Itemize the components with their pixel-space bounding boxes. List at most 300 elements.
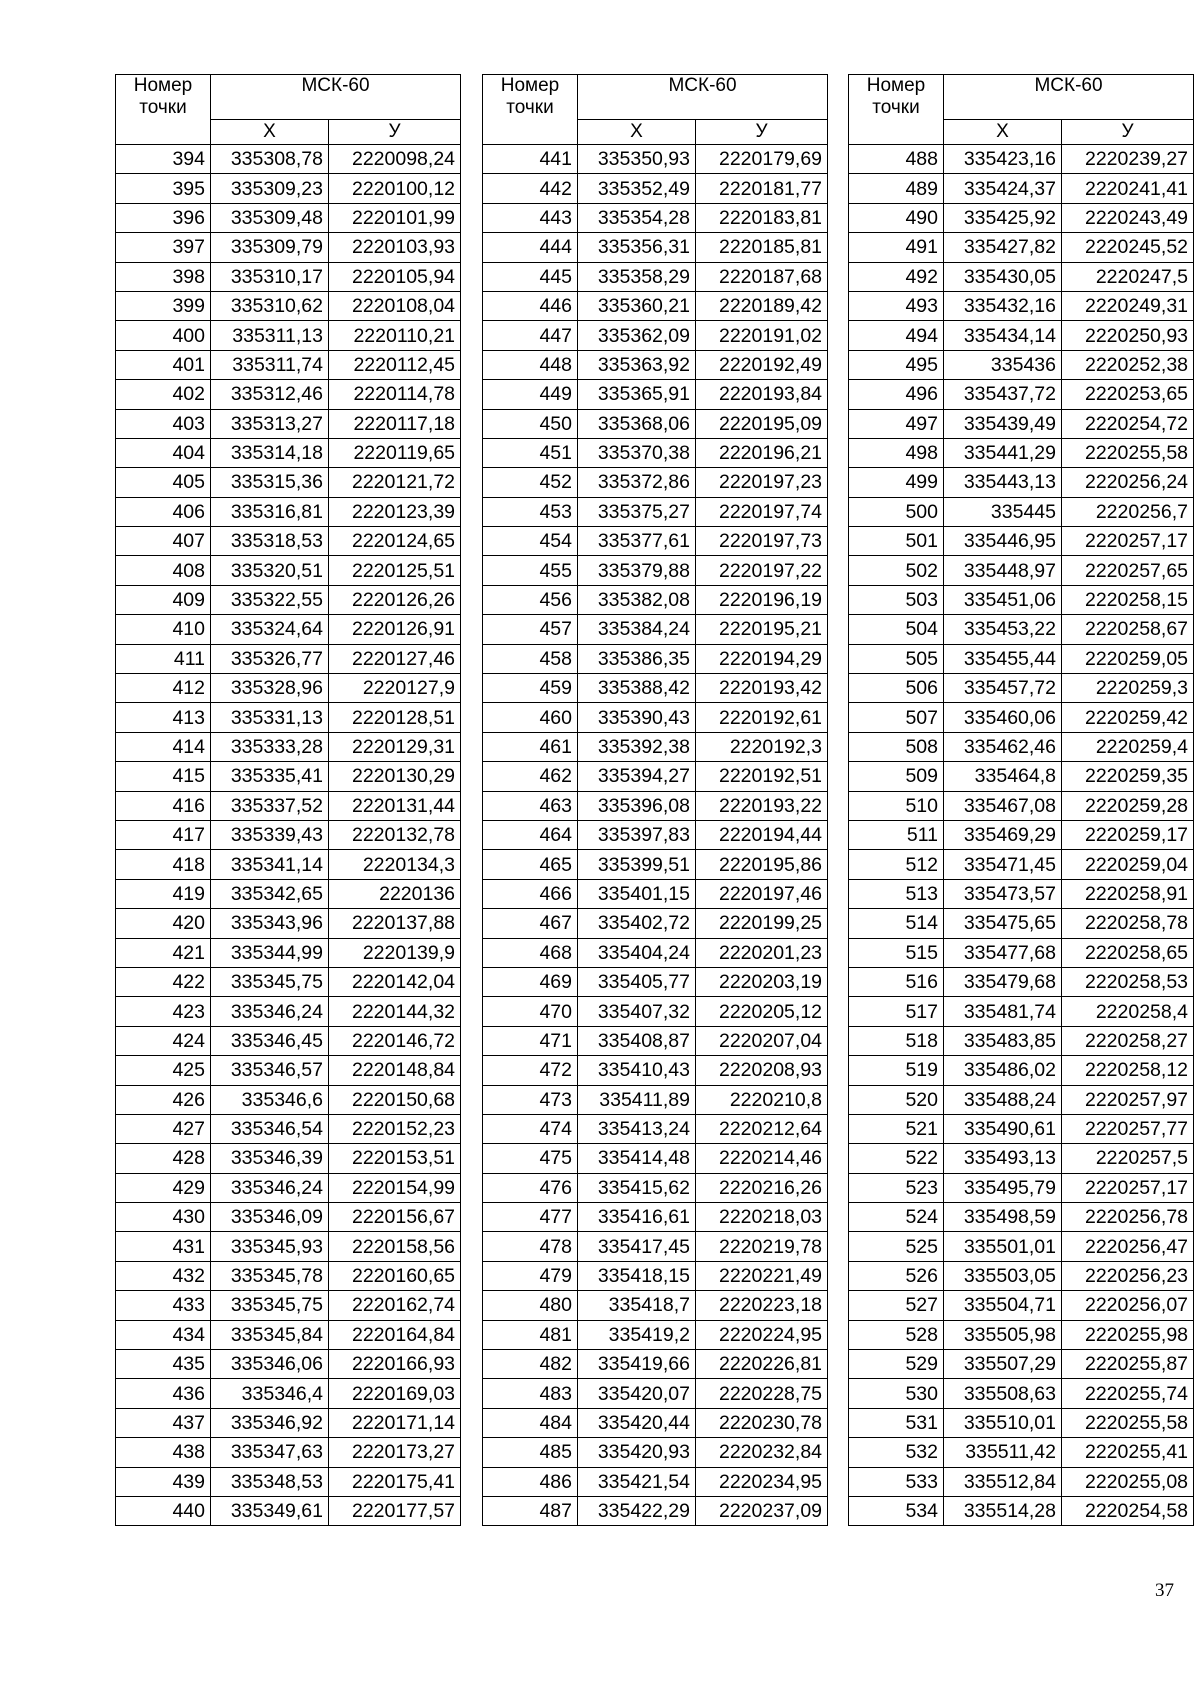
y-coordinate-cell: 2220258,78 [1062, 909, 1194, 938]
point-number-cell: 520 [849, 1085, 944, 1114]
point-number-cell: 496 [849, 380, 944, 409]
x-coordinate-cell: 335508,63 [944, 1379, 1062, 1408]
y-coordinate-cell: 2220164,84 [329, 1320, 461, 1349]
x-coordinate-cell: 335384,24 [578, 615, 696, 644]
x-coordinate-cell: 335419,2 [578, 1320, 696, 1349]
x-coordinate-cell: 335467,08 [944, 791, 1062, 820]
x-coordinate-cell: 335425,92 [944, 203, 1062, 232]
table-row [483, 615, 828, 644]
table-row [116, 350, 461, 379]
table-row [483, 145, 828, 174]
y-coordinate-cell: 2220257,65 [1062, 556, 1194, 585]
x-coordinate-cell: 335423,16 [944, 145, 1062, 174]
y-coordinate-cell: 2220162,74 [329, 1291, 461, 1320]
y-coordinate-cell: 2220258,27 [1062, 1026, 1194, 1055]
y-coordinate-cell: 2220160,65 [329, 1261, 461, 1290]
point-number-cell: 425 [116, 1056, 211, 1085]
y-coordinate-cell: 2220257,17 [1062, 1173, 1194, 1202]
point-number-cell: 481 [483, 1320, 578, 1349]
x-coordinate-cell: 335314,18 [211, 438, 329, 467]
point-number-cell: 524 [849, 1203, 944, 1232]
table-row [116, 380, 461, 409]
table-row [483, 850, 828, 879]
x-coordinate-cell: 335410,43 [578, 1056, 696, 1085]
point-number-cell: 439 [116, 1467, 211, 1496]
x-coordinate-cell: 335488,24 [944, 1085, 1062, 1114]
point-number-cell: 523 [849, 1173, 944, 1202]
table-row [116, 909, 461, 938]
x-coordinate-cell: 335377,61 [578, 527, 696, 556]
x-coordinate-cell: 335418,15 [578, 1261, 696, 1290]
table-row [849, 468, 1194, 497]
y-coordinate-cell: 2220228,75 [696, 1379, 828, 1408]
table-row [483, 967, 828, 996]
table-row [849, 703, 1194, 732]
y-coordinate-cell: 2220196,21 [696, 438, 828, 467]
y-coordinate-cell: 2220189,42 [696, 291, 828, 320]
y-coordinate-cell: 2220197,73 [696, 527, 828, 556]
x-coordinate-cell: 335443,13 [944, 468, 1062, 497]
table-row [849, 1203, 1194, 1232]
x-coordinate-cell: 335311,74 [211, 350, 329, 379]
point-number-cell: 512 [849, 850, 944, 879]
table-row [849, 174, 1194, 203]
table-row [483, 732, 828, 761]
table-row [483, 1467, 828, 1496]
table-row [116, 1114, 461, 1143]
table-row [849, 879, 1194, 908]
point-number-cell: 470 [483, 997, 578, 1026]
table-row [116, 145, 461, 174]
table-row [116, 585, 461, 614]
table-row [116, 938, 461, 967]
table-row [849, 497, 1194, 526]
y-coordinate-cell: 2220126,26 [329, 585, 461, 614]
point-number-cell: 440 [116, 1496, 211, 1525]
y-coordinate-cell: 2220131,44 [329, 791, 461, 820]
y-coordinate-cell: 2220241,41 [1062, 174, 1194, 203]
point-number-cell: 455 [483, 556, 578, 585]
x-coordinate-cell: 335503,05 [944, 1261, 1062, 1290]
y-coordinate-cell: 2220137,88 [329, 909, 461, 938]
point-number-cell: 484 [483, 1408, 578, 1437]
y-coordinate-cell: 2220259,28 [1062, 791, 1194, 820]
y-coordinate-cell: 2220259,05 [1062, 644, 1194, 673]
y-coordinate-cell: 2220203,19 [696, 967, 828, 996]
point-number-cell: 459 [483, 674, 578, 703]
y-coordinate-cell: 2220253,65 [1062, 380, 1194, 409]
point-number-cell: 438 [116, 1438, 211, 1467]
x-coordinate-cell: 335345,84 [211, 1320, 329, 1349]
point-number-cell: 530 [849, 1379, 944, 1408]
point-number-cell: 401 [116, 350, 211, 379]
y-coordinate-cell: 2220129,31 [329, 732, 461, 761]
table-row [116, 1379, 461, 1408]
table-row [116, 674, 461, 703]
point-number-cell: 436 [116, 1379, 211, 1408]
point-number-cell: 397 [116, 233, 211, 262]
table-row [483, 350, 828, 379]
x-coordinate-cell: 335365,91 [578, 380, 696, 409]
x-coordinate-cell: 335375,27 [578, 497, 696, 526]
table-row [849, 409, 1194, 438]
x-coordinate-cell: 335346,24 [211, 1173, 329, 1202]
y-coordinate-cell: 2220255,98 [1062, 1320, 1194, 1349]
y-coordinate-cell: 2220194,44 [696, 820, 828, 849]
point-number-cell: 434 [116, 1320, 211, 1349]
y-coordinate-cell: 2220110,21 [329, 321, 461, 350]
x-coordinate-cell: 335342,65 [211, 879, 329, 908]
table-row [483, 497, 828, 526]
x-coordinate-cell: 335486,02 [944, 1056, 1062, 1085]
point-number-cell: 493 [849, 291, 944, 320]
x-coordinate-cell: 335437,72 [944, 380, 1062, 409]
point-number-cell: 476 [483, 1173, 578, 1202]
x-coordinate-cell: 335322,55 [211, 585, 329, 614]
x-coordinate-cell: 335490,61 [944, 1114, 1062, 1143]
x-coordinate-cell: 335514,28 [944, 1496, 1062, 1525]
x-coordinate-cell: 335427,82 [944, 233, 1062, 262]
table-row [116, 438, 461, 467]
x-coordinate-cell: 335455,44 [944, 644, 1062, 673]
table-row [116, 556, 461, 585]
point-number-cell: 494 [849, 321, 944, 350]
x-coordinate-cell: 335379,88 [578, 556, 696, 585]
x-coordinate-cell: 335402,72 [578, 909, 696, 938]
x-coordinate-cell: 335311,13 [211, 321, 329, 350]
x-coordinate-cell: 335495,79 [944, 1173, 1062, 1202]
point-number-cell: 433 [116, 1291, 211, 1320]
x-coordinate-cell: 335469,29 [944, 820, 1062, 849]
table-row [849, 1350, 1194, 1379]
x-coordinate-cell: 335507,29 [944, 1350, 1062, 1379]
y-coordinate-cell: 2220119,65 [329, 438, 461, 467]
table-row [116, 1467, 461, 1496]
table-row [116, 703, 461, 732]
x-coordinate-cell: 335346,06 [211, 1350, 329, 1379]
table-row [116, 1408, 461, 1437]
table-row [116, 1232, 461, 1261]
x-coordinate-cell: 335352,49 [578, 174, 696, 203]
point-number-cell: 479 [483, 1261, 578, 1290]
point-number-cell: 500 [849, 497, 944, 526]
table-row [849, 291, 1194, 320]
y-coordinate-cell: 2220259,4 [1062, 732, 1194, 761]
y-coordinate-cell: 2220196,19 [696, 585, 828, 614]
y-coordinate-cell: 2220207,04 [696, 1026, 828, 1055]
table-row [483, 203, 828, 232]
x-coordinate-cell: 335462,46 [944, 732, 1062, 761]
table-row [849, 909, 1194, 938]
point-number-cell: 408 [116, 556, 211, 585]
table-row [849, 1496, 1194, 1525]
point-number-cell: 534 [849, 1496, 944, 1525]
table-row [116, 1026, 461, 1055]
point-number-cell: 468 [483, 938, 578, 967]
y-coordinate-cell: 2220197,23 [696, 468, 828, 497]
point-number-cell: 428 [116, 1144, 211, 1173]
y-coordinate-cell: 2220214,46 [696, 1144, 828, 1173]
coordinates-table-3 [848, 74, 1194, 1526]
y-coordinate-cell: 2220210,8 [696, 1085, 828, 1114]
y-coordinate-cell: 2220173,27 [329, 1438, 461, 1467]
y-coordinate-cell: 2220187,68 [696, 262, 828, 291]
x-coordinate-cell: 335501,01 [944, 1232, 1062, 1261]
x-coordinate-cell: 335477,68 [944, 938, 1062, 967]
coordinate-system-header: МСК-60 [944, 75, 1194, 120]
y-coordinate-cell: 2220232,84 [696, 1438, 828, 1467]
table-row [849, 1408, 1194, 1437]
x-coordinate-cell: 335339,43 [211, 820, 329, 849]
x-coordinate-cell: 335451,06 [944, 585, 1062, 614]
y-coordinate-cell: 2220254,58 [1062, 1496, 1194, 1525]
point-number-cell: 447 [483, 321, 578, 350]
point-number-cell: 396 [116, 203, 211, 232]
y-coordinate-cell: 2220193,84 [696, 380, 828, 409]
y-coordinate-cell: 2220185,81 [696, 233, 828, 262]
x-coordinate-cell: 335346,57 [211, 1056, 329, 1085]
point-number-header: Номер точки [483, 75, 578, 145]
point-number-cell: 460 [483, 703, 578, 732]
y-coordinate-cell: 2220197,46 [696, 879, 828, 908]
x-coordinate-cell: 335346,09 [211, 1203, 329, 1232]
table-row [116, 1320, 461, 1349]
y-coordinate-cell: 2220195,09 [696, 409, 828, 438]
y-coordinate-cell: 2220148,84 [329, 1056, 461, 1085]
x-coordinate-cell: 335324,64 [211, 615, 329, 644]
point-number-cell: 449 [483, 380, 578, 409]
point-number-cell: 483 [483, 1379, 578, 1408]
y-coordinate-cell: 2220256,23 [1062, 1261, 1194, 1290]
table-row [483, 1496, 828, 1525]
table-row [116, 233, 461, 262]
point-number-cell: 416 [116, 791, 211, 820]
y-coordinate-cell: 2220105,94 [329, 262, 461, 291]
point-number-cell: 450 [483, 409, 578, 438]
table-row [483, 938, 828, 967]
x-coordinate-cell: 335424,37 [944, 174, 1062, 203]
point-number-cell: 472 [483, 1056, 578, 1085]
point-number-cell: 527 [849, 1291, 944, 1320]
y-coordinate-cell: 2220197,22 [696, 556, 828, 585]
table-row [116, 1438, 461, 1467]
point-number-cell: 515 [849, 938, 944, 967]
point-number-cell: 412 [116, 674, 211, 703]
point-number-cell: 463 [483, 791, 578, 820]
table-row [116, 409, 461, 438]
x-coordinate-cell: 335331,13 [211, 703, 329, 732]
table-row [483, 233, 828, 262]
point-number-cell: 431 [116, 1232, 211, 1261]
point-number-cell: 526 [849, 1261, 944, 1290]
point-number-cell: 517 [849, 997, 944, 1026]
point-number-cell: 413 [116, 703, 211, 732]
y-coordinate-cell: 2220197,74 [696, 497, 828, 526]
point-number-cell: 471 [483, 1026, 578, 1055]
x-coordinate-cell: 335446,95 [944, 527, 1062, 556]
y-coordinate-cell: 2220175,41 [329, 1467, 461, 1496]
y-coordinate-cell: 2220153,51 [329, 1144, 461, 1173]
table-row [116, 1173, 461, 1202]
point-number-cell: 456 [483, 585, 578, 614]
point-number-cell: 490 [849, 203, 944, 232]
x-coordinate-cell: 335504,71 [944, 1291, 1062, 1320]
point-number-cell: 448 [483, 350, 578, 379]
x-coordinate-cell: 335333,28 [211, 732, 329, 761]
table-row [849, 674, 1194, 703]
x-coordinate-cell: 335326,77 [211, 644, 329, 673]
point-number-cell: 489 [849, 174, 944, 203]
y-header: У [1062, 120, 1194, 145]
x-coordinate-cell: 335414,48 [578, 1144, 696, 1173]
x-coordinate-cell: 335439,49 [944, 409, 1062, 438]
y-coordinate-cell: 2220255,74 [1062, 1379, 1194, 1408]
table-row [849, 262, 1194, 291]
y-coordinate-cell: 2220219,78 [696, 1232, 828, 1261]
point-number-cell: 435 [116, 1350, 211, 1379]
x-coordinate-cell: 335309,79 [211, 233, 329, 262]
point-number-cell: 461 [483, 732, 578, 761]
x-coordinate-cell: 335473,57 [944, 879, 1062, 908]
x-coordinate-cell: 335309,48 [211, 203, 329, 232]
point-number-cell: 442 [483, 174, 578, 203]
y-coordinate-cell: 2220257,5 [1062, 1144, 1194, 1173]
table-row [116, 1203, 461, 1232]
table-row [116, 497, 461, 526]
point-number-header: Номер точки [849, 75, 944, 145]
y-coordinate-cell: 2220142,04 [329, 967, 461, 996]
y-coordinate-cell: 2220101,99 [329, 203, 461, 232]
y-coordinate-cell: 2220245,52 [1062, 233, 1194, 262]
coordinates-table-2 [482, 74, 828, 1526]
point-number-cell: 403 [116, 409, 211, 438]
point-number-cell: 474 [483, 1114, 578, 1143]
x-coordinate-cell: 335512,84 [944, 1467, 1062, 1496]
y-coordinate-cell: 2220226,81 [696, 1350, 828, 1379]
y-coordinate-cell: 2220183,81 [696, 203, 828, 232]
x-coordinate-cell: 335349,61 [211, 1496, 329, 1525]
x-coordinate-cell: 335436 [944, 350, 1062, 379]
y-coordinate-cell: 2220194,29 [696, 644, 828, 673]
y-coordinate-cell: 2220218,03 [696, 1203, 828, 1232]
point-number-cell: 482 [483, 1350, 578, 1379]
table-row [116, 820, 461, 849]
table-row [849, 1056, 1194, 1085]
point-number-cell: 521 [849, 1114, 944, 1143]
y-coordinate-cell: 2220223,18 [696, 1291, 828, 1320]
x-coordinate-cell: 335399,51 [578, 850, 696, 879]
x-coordinate-cell: 335345,75 [211, 967, 329, 996]
point-number-cell: 516 [849, 967, 944, 996]
table-row [849, 1320, 1194, 1349]
coordinates-table-1 [115, 74, 461, 1526]
table-row [483, 1232, 828, 1261]
y-coordinate-cell: 2220139,9 [329, 938, 461, 967]
table-row [116, 732, 461, 761]
x-coordinate-cell: 335460,06 [944, 703, 1062, 732]
table-row [116, 879, 461, 908]
y-coordinate-cell: 2220192,61 [696, 703, 828, 732]
x-coordinate-cell: 335413,24 [578, 1114, 696, 1143]
x-coordinate-cell: 335498,59 [944, 1203, 1062, 1232]
y-coordinate-cell: 2220117,18 [329, 409, 461, 438]
table-row [849, 1114, 1194, 1143]
table-row [483, 1320, 828, 1349]
x-coordinate-cell: 335346,6 [211, 1085, 329, 1114]
table-row [116, 1261, 461, 1290]
y-coordinate-cell: 2220258,91 [1062, 879, 1194, 908]
table-row [849, 1379, 1194, 1408]
point-number-cell: 452 [483, 468, 578, 497]
x-coordinate-cell: 335356,31 [578, 233, 696, 262]
point-number-cell: 410 [116, 615, 211, 644]
point-number-cell: 502 [849, 556, 944, 585]
y-coordinate-cell: 2220192,49 [696, 350, 828, 379]
y-coordinate-cell: 2220256,07 [1062, 1291, 1194, 1320]
point-number-cell: 467 [483, 909, 578, 938]
y-coordinate-cell: 2220125,51 [329, 556, 461, 585]
x-coordinate-cell: 335341,14 [211, 850, 329, 879]
x-coordinate-cell: 335404,24 [578, 938, 696, 967]
table-row [116, 203, 461, 232]
x-coordinate-cell: 335419,66 [578, 1350, 696, 1379]
table-row [483, 1144, 828, 1173]
x-coordinate-cell: 335420,44 [578, 1408, 696, 1437]
point-number-cell: 486 [483, 1467, 578, 1496]
point-number-cell: 504 [849, 615, 944, 644]
point-number-cell: 426 [116, 1085, 211, 1114]
point-number-cell: 509 [849, 762, 944, 791]
point-number-cell: 466 [483, 879, 578, 908]
table-body [849, 145, 1194, 1526]
x-coordinate-cell: 335328,96 [211, 674, 329, 703]
y-coordinate-cell: 2220247,5 [1062, 262, 1194, 291]
table-row [483, 1056, 828, 1085]
x-coordinate-cell: 335401,15 [578, 879, 696, 908]
x-coordinate-cell: 335348,53 [211, 1467, 329, 1496]
x-coordinate-cell: 335422,29 [578, 1496, 696, 1525]
y-coordinate-cell: 2220146,72 [329, 1026, 461, 1055]
x-coordinate-cell: 335397,83 [578, 820, 696, 849]
table-row [849, 350, 1194, 379]
table-row [849, 820, 1194, 849]
table-row [483, 409, 828, 438]
table-row [483, 527, 828, 556]
point-number-cell: 507 [849, 703, 944, 732]
point-number-cell: 407 [116, 527, 211, 556]
y-coordinate-cell: 2220192,3 [696, 732, 828, 761]
table-row [483, 644, 828, 673]
point-number-cell: 443 [483, 203, 578, 232]
y-coordinate-cell: 2220234,95 [696, 1467, 828, 1496]
point-number-cell: 415 [116, 762, 211, 791]
table-row [849, 1467, 1194, 1496]
y-coordinate-cell: 2220255,08 [1062, 1467, 1194, 1496]
point-number-cell: 405 [116, 468, 211, 497]
y-coordinate-cell: 2220193,42 [696, 674, 828, 703]
table-row [483, 1291, 828, 1320]
y-coordinate-cell: 2220201,23 [696, 938, 828, 967]
x-coordinate-cell: 335315,36 [211, 468, 329, 497]
page-number: 37 [1155, 1580, 1174, 1601]
point-number-cell: 514 [849, 909, 944, 938]
table-row [483, 1379, 828, 1408]
point-number-cell: 531 [849, 1408, 944, 1437]
y-coordinate-cell: 2220212,64 [696, 1114, 828, 1143]
x-coordinate-cell: 335394,27 [578, 762, 696, 791]
point-number-cell: 518 [849, 1026, 944, 1055]
table-row [483, 585, 828, 614]
